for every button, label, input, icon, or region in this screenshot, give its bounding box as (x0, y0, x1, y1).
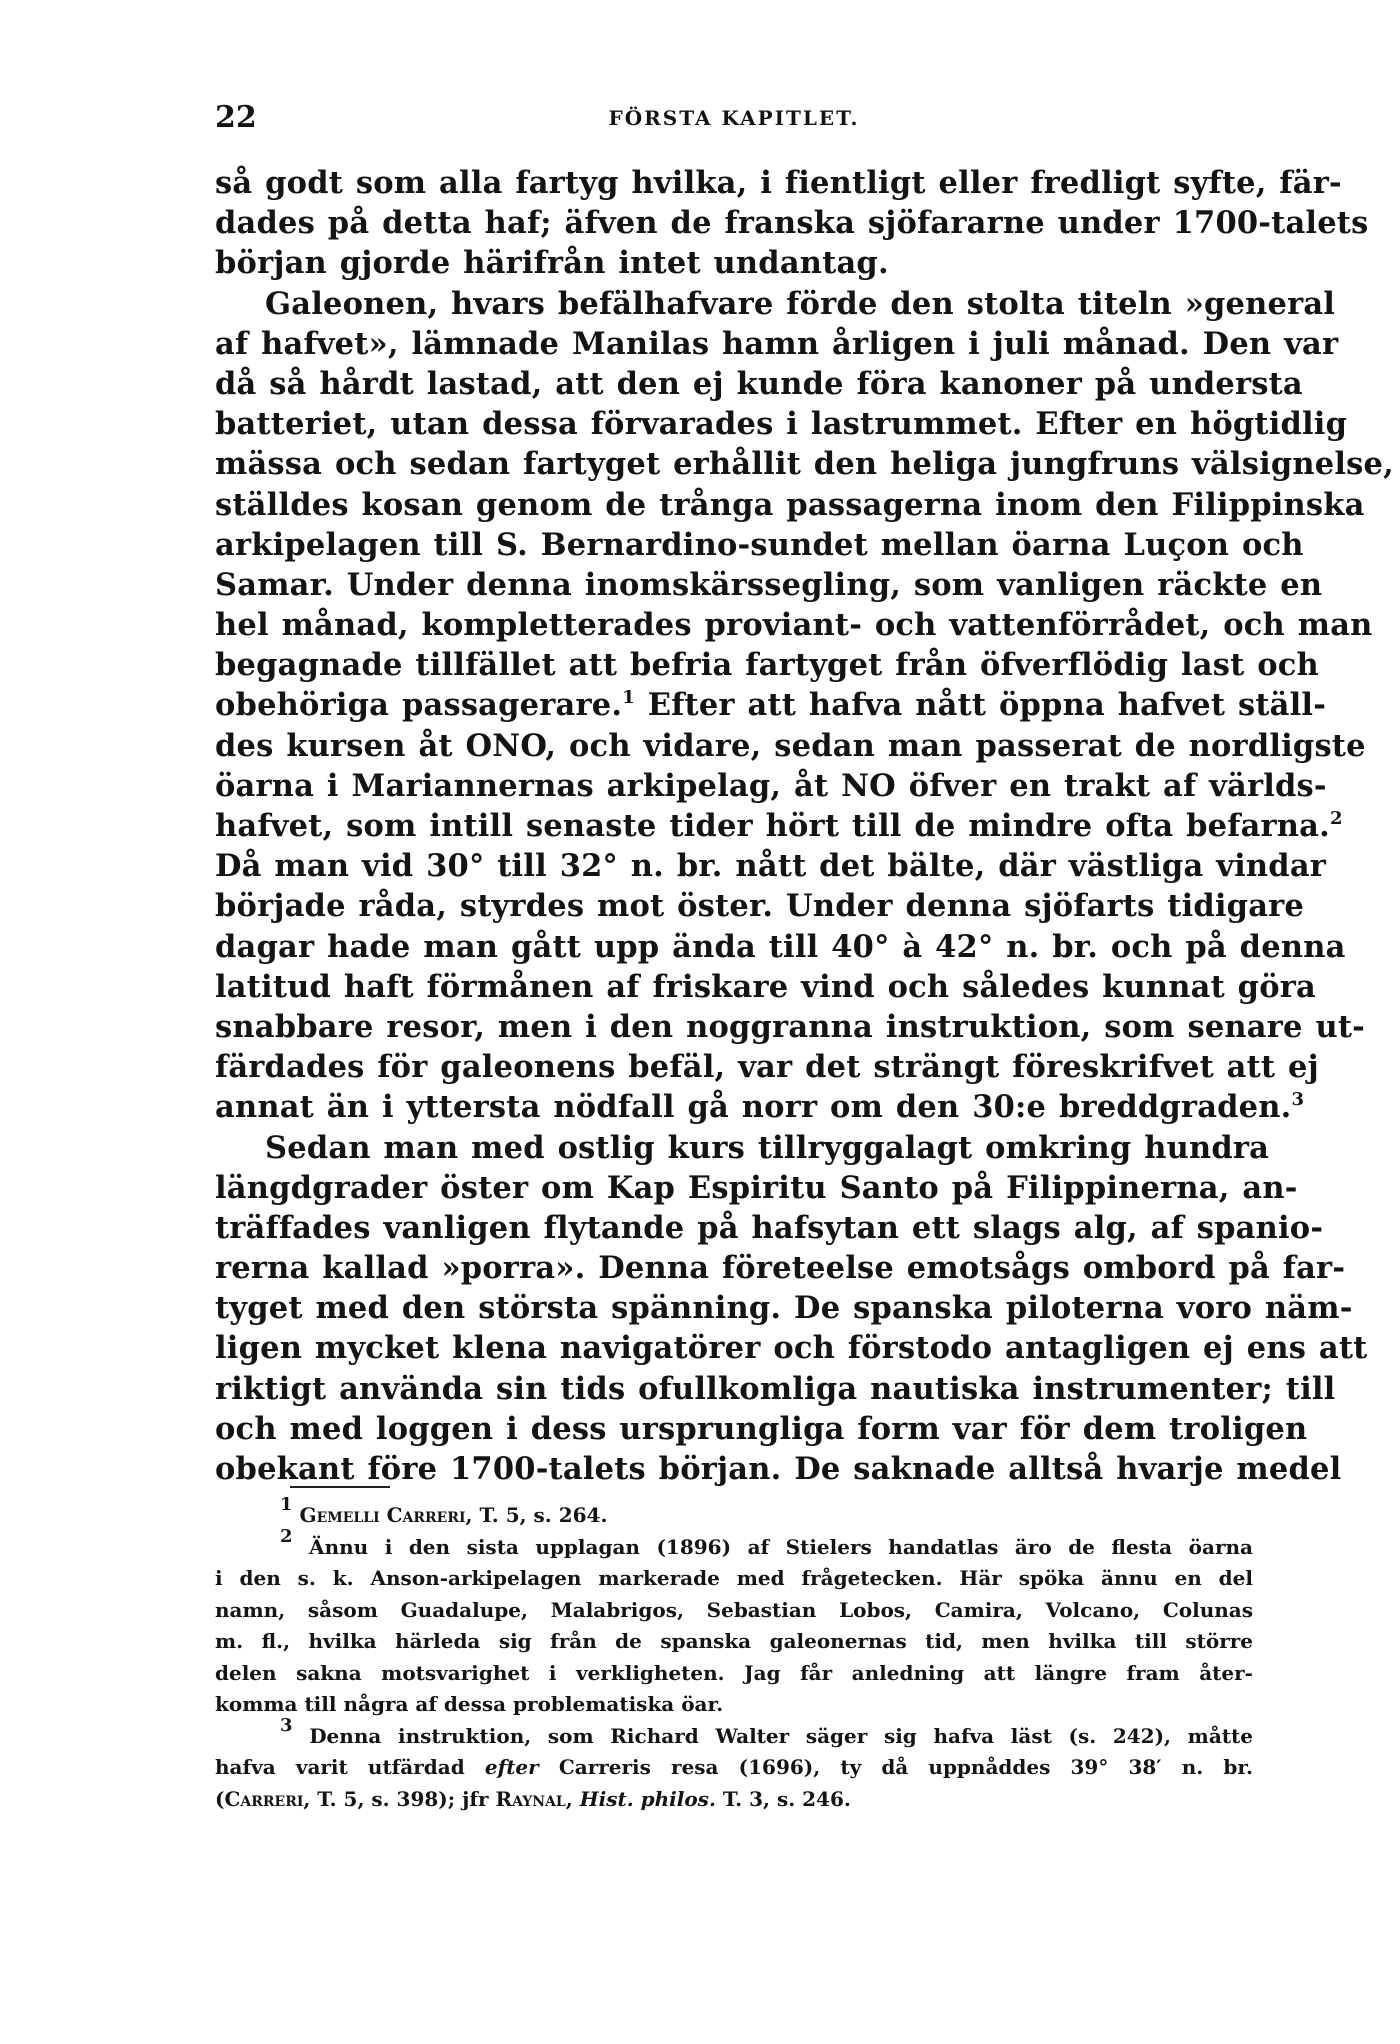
body-line-part: obehöriga passagerare. (215, 687, 623, 724)
body-line-part: annat än i yttersta nödfall gå norr om den 30:e breddgraden. (215, 1089, 1292, 1126)
footnote-2-marker: 2 (280, 1525, 293, 1547)
body-line: af hafvet», lämnade Manilas hamn årligen i juli månad. Den var (215, 325, 1339, 362)
footnote-1-author: Gemelli Carreri (299, 1503, 466, 1527)
footnote-2-line: namn, såsom Guadalupe, Malabrigos, Sebastian Lobos, Camira, Volcano, Colunas (215, 1597, 1253, 1622)
body-line: snabbare resor, men i den noggranna instruktion, som senare ut- (215, 1008, 1365, 1045)
footnote-3-line (215, 1714, 1254, 1753)
footnote-3-text: Carreris resa (1696), ty då uppnåddes 39° 38′ n. br. (538, 1755, 1253, 1779)
footnote-2-line (215, 1525, 1253, 1564)
footnote-3-text: T. 3, s. 246. (715, 1786, 851, 1811)
footnote-1 (215, 1494, 1253, 1532)
body-line: längdgrader öster om Kap Espiritu Santo på Filippinerna, an- (215, 1169, 1298, 1206)
body-line: dades på detta haf; äfven de franska sjöfararne under 1700-talets (215, 205, 1369, 242)
body-line-with-footnote-3 (215, 1087, 1305, 1127)
footnote-2-line: delen sakna motsvarighet i verkligheten. Jag får anledning att längre fram åter- (215, 1660, 1253, 1685)
page-number: 22 (215, 100, 257, 135)
footnote-3-text: hafva varit utfärdad (215, 1755, 485, 1779)
footnote-marker-2: 2 (1329, 808, 1343, 829)
body-line-with-footnote-1 (215, 685, 1327, 725)
body-line: så godt som alla fartyg hvilka, i fientligt eller fredligt syfte, fär- (215, 165, 1342, 201)
footnote-1-marker: 1 (280, 1494, 293, 1515)
footnote-2-line: i den s. k. Anson-arkipelagen markerade med frågetecken. Här spöka ännu en del (215, 1566, 1253, 1590)
body-line-with-footnote-2 (215, 806, 1343, 846)
body-line: hel månad, kompletterades proviant- och vattenförrådet, och man (215, 607, 1373, 644)
footnote-3-text: ( (215, 1786, 225, 1811)
footnote-3-author: Raynal (495, 1786, 566, 1811)
body-line: träffades vanligen flytande på hafsytan ett slags alg, af spanio- (215, 1209, 1324, 1246)
body-line: Samar. Under denna inomskärssegling, som vanligen räckte en (215, 566, 1323, 603)
footnote-3-emphasis: efter (484, 1755, 539, 1779)
page-header (215, 100, 1253, 140)
body-line: Galeonen, hvars befälhafvare förde den stolta titeln »general (265, 285, 1336, 322)
footnote-3-author: Carreri (224, 1786, 304, 1811)
body-line: tyget med den största spänning. De spanska piloterna voro näm- (215, 1290, 1353, 1327)
body-line: arkipelagen till S. Bernardino-sundet mellan öarna Luçon och (215, 526, 1304, 563)
body-line: ställdes kosan genom de trånga passagerna inom den Filippinska (215, 486, 1365, 523)
footnote-3-text: Denna instruktion, som Richard Walter säger sig hafva läst (s. 242), måtte (309, 1723, 1254, 1748)
body-line: latitud haft förmånen af friskare vind och således kunnat göra (215, 968, 1316, 1005)
body-line: des kursen åt ONO, och vidare, sedan man passerat de nordligste (215, 727, 1366, 764)
running-head: FÖRSTA KAPITLET. (608, 106, 860, 130)
footnote-marker-1: 1 (622, 687, 635, 709)
body-line-part: hafvet, som intill senaste tider hört till de mindre ofta befarna. (215, 808, 1330, 844)
footnote-3-line (215, 1752, 1253, 1784)
footnote-2-text: Ännu i den sista upplagan (1896) af Stielers handatlas äro de flesta öarna (309, 1534, 1253, 1559)
footnote-3-line (215, 1784, 1253, 1816)
body-text (215, 163, 1394, 1489)
body-line: dagar hade man gått upp ända till 40° à 42° n. br. och på denna (215, 928, 1346, 965)
footnote-2-line: komma till några af dessa problematiska öar. (215, 1692, 724, 1716)
body-line: började råda, styrdes mot öster. Under denna sjöfarts tidigare (215, 888, 1305, 925)
body-line: och med loggen i dess ursprungliga form var för dem troligen (215, 1410, 1308, 1447)
body-line: obekant före 1700-talets början. De saknade alltså hvarje medel (215, 1451, 1342, 1487)
footnote-2-line: m. fl., hvilka härleda sig från de spanska galeonernas tid, men hvilka till större (215, 1629, 1253, 1653)
footnote-3-text: , T. 5, s. 398); jfr (303, 1786, 496, 1811)
footnote-1-text: , T. 5, s. 264. (465, 1503, 608, 1527)
footnote-divider (290, 1486, 390, 1488)
body-line: rerna kallad »porra». Denna företeelse emotsågs ombord på far- (215, 1250, 1346, 1287)
body-line: Då man vid 30° till 32° n. br. nått det bälte, där västliga vindar (215, 848, 1327, 885)
footnote-marker-3: 3 (1291, 1089, 1305, 1111)
body-line: begagnade tillfället att befria fartyget från öfverflödig last och (215, 647, 1319, 684)
body-line: färdades för galeonens befäl, var det strängt föreskrifvet att ej (215, 1049, 1319, 1086)
body-line: riktigt använda sin tids ofullkomliga nautiska instrumenter; till (215, 1370, 1336, 1407)
body-line: batteriet, utan dessa förvarades i lastrummet. Efter en högtidlig (215, 406, 1348, 443)
body-line-part: Efter att hafva nått öppna hafvet ställ- (634, 687, 1327, 724)
body-line: då så hårdt lastad, att den ej kunde föra kanoner på understa (215, 365, 1303, 402)
body-line: mässa och sedan fartyget erhållit den heliga jungfruns välsignelse, (215, 446, 1394, 483)
body-line: öarna i Mariannernas arkipelag, åt NO öfver en trakt af världs- (215, 767, 1327, 804)
footnote-3-marker: 3 (280, 1714, 293, 1736)
body-line: Sedan man med ostlig kurs tillryggalagt omkring hundra (265, 1129, 1270, 1166)
body-line: ligen mycket klena navigatörer och förstodo antagligen ej ens att (215, 1330, 1368, 1367)
footnote-3-emphasis: Hist. philos. (579, 1786, 716, 1811)
footnotes (215, 1494, 1254, 1815)
body-line: början gjorde härifrån intet undantag. (215, 245, 889, 282)
footnote-3-text: , (565, 1786, 580, 1811)
